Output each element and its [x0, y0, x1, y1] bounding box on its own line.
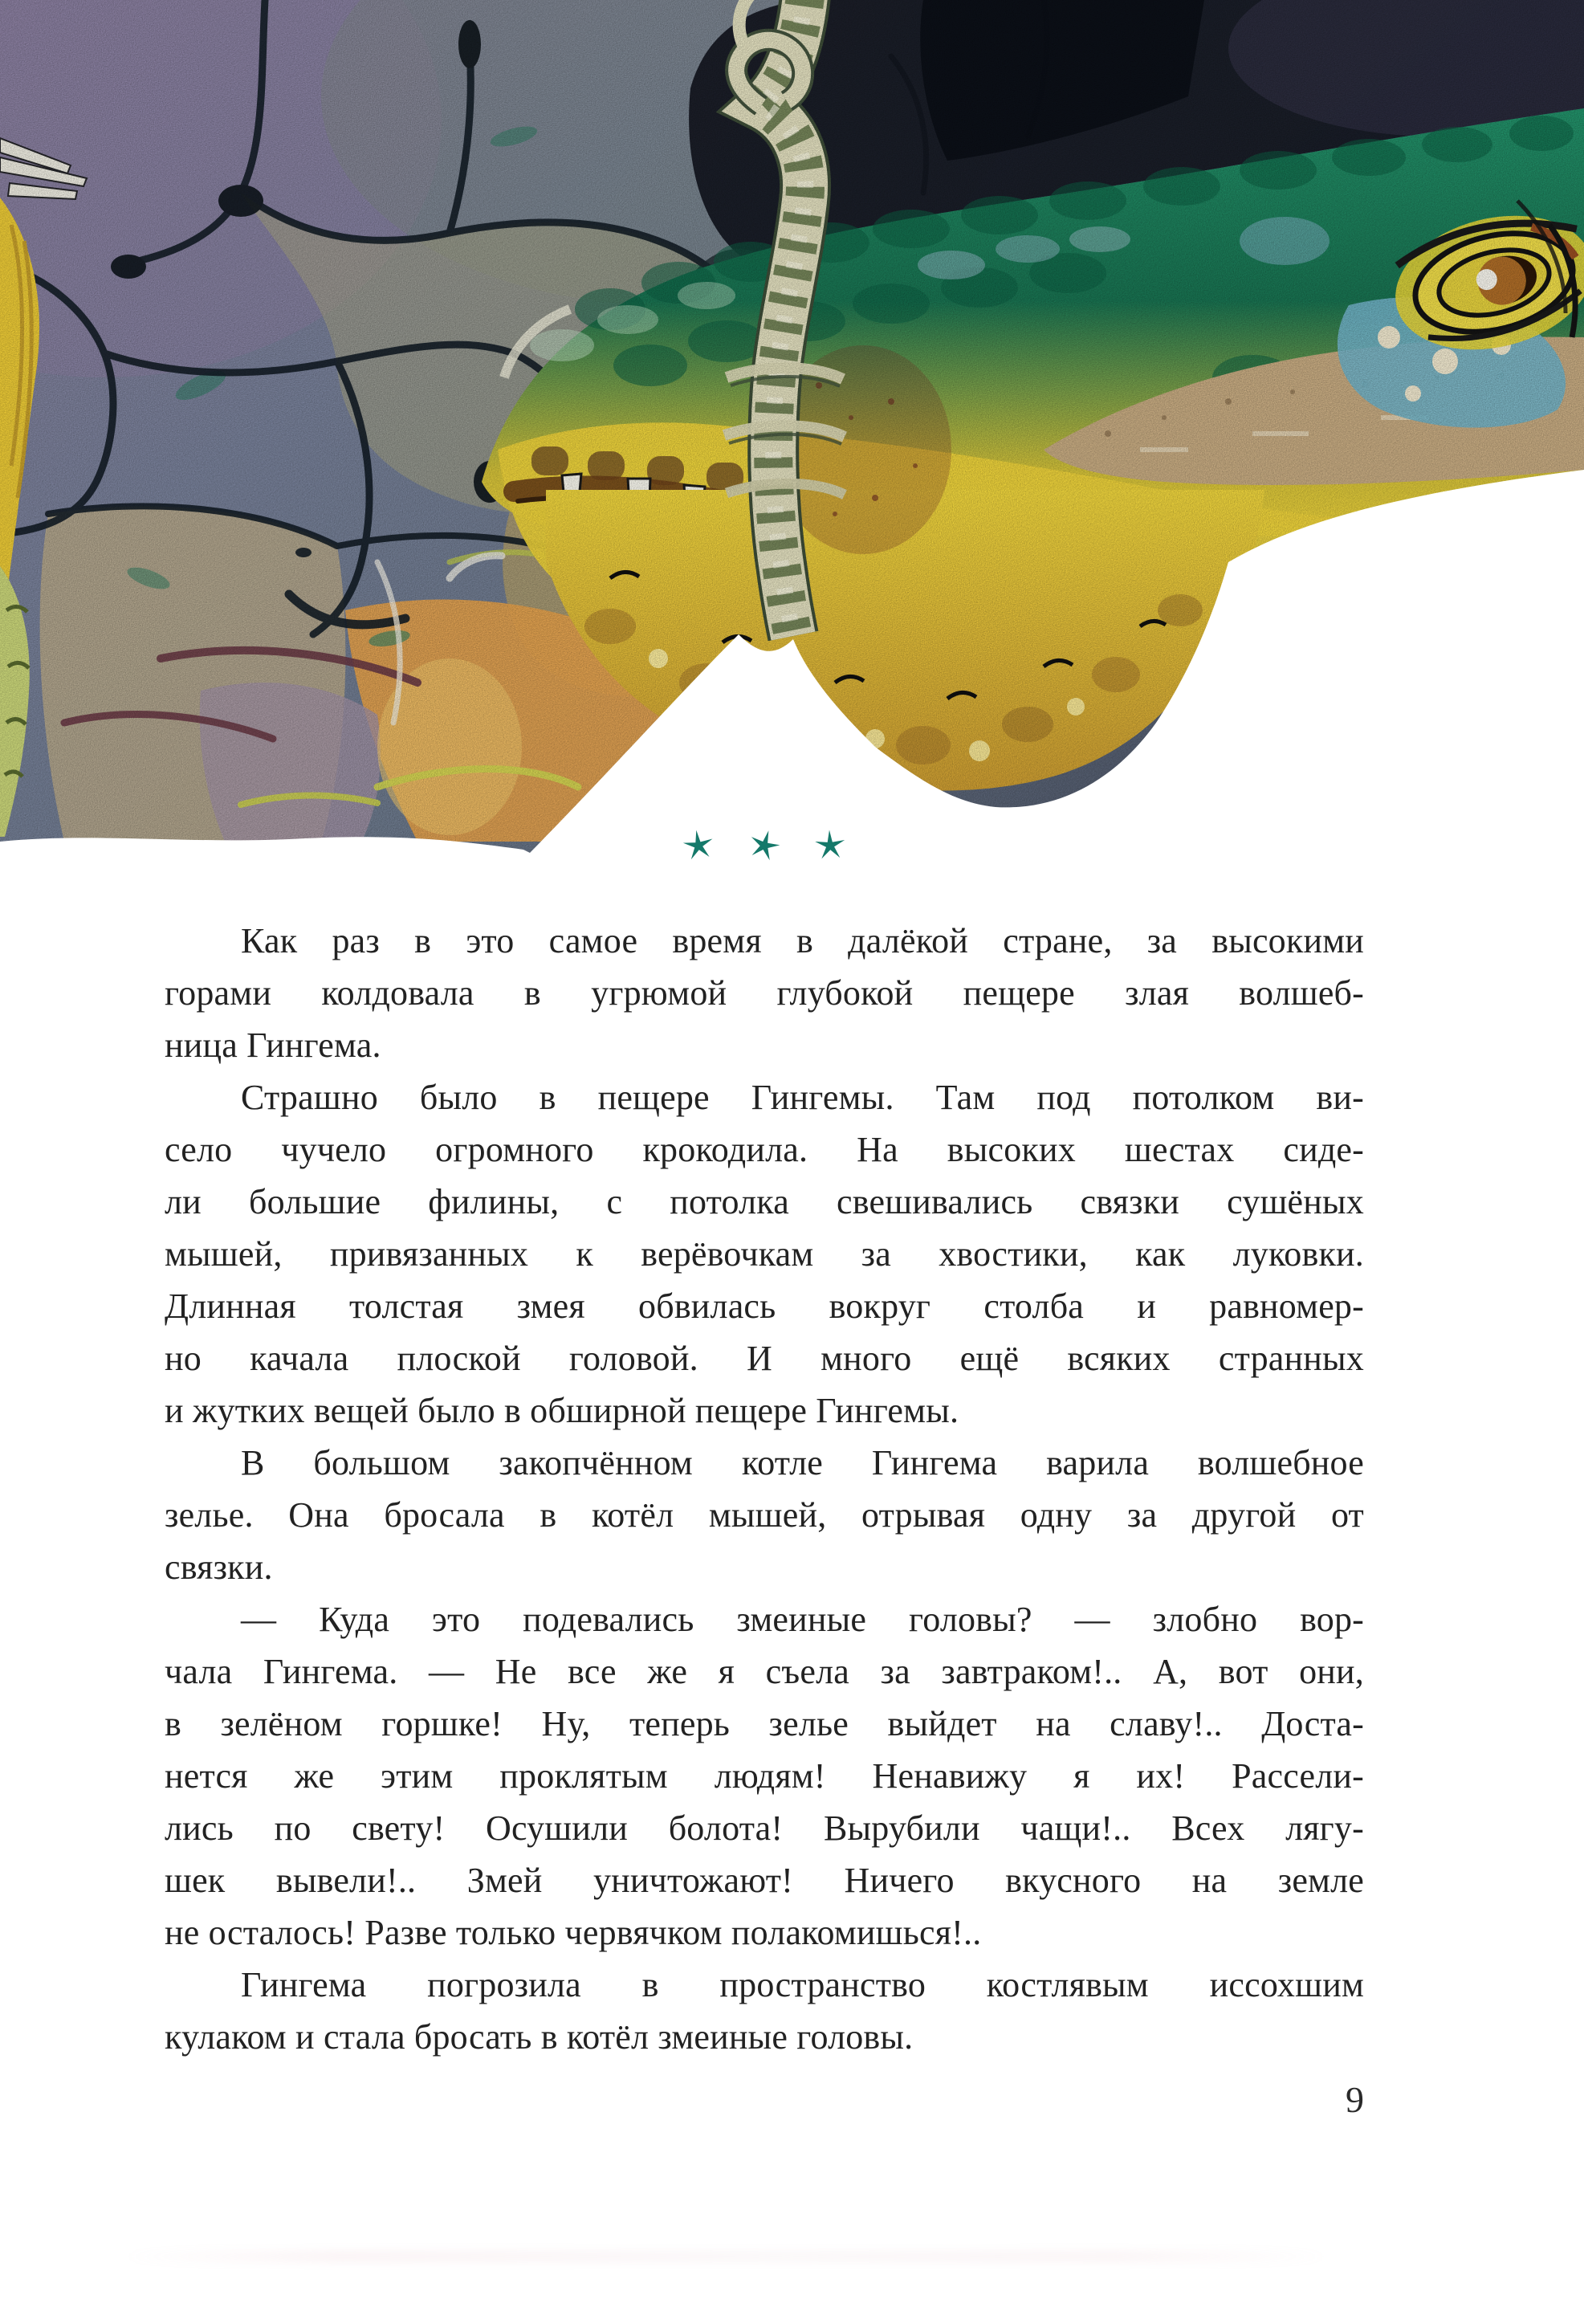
text-line: нется же этим проклятым людям! Ненавижу я их! Рассели- [165, 1756, 1364, 1796]
text-line: связки. [165, 1547, 273, 1587]
text-line: в зелёном горшке! Ну, теперь зелье выйдет на славу!.. Доста- [165, 1704, 1364, 1743]
page-number: 9 [1346, 2079, 1364, 2120]
story-text [165, 915, 1364, 2063]
text-line: Как раз в это самое время в далёкой стране, за высокими [241, 921, 1364, 960]
star-icon [747, 829, 781, 862]
page-bottom-smudge [120, 2250, 1333, 2263]
text-line: В большом закопчённом котле Гингема варила волшебное [241, 1443, 1364, 1482]
text-line: лись по свету! Осушили болота! Вырубили чащи!.. Всех лягу- [165, 1808, 1364, 1848]
text-line: село чучело огромного крокодила. На высоких шестах сиде- [165, 1130, 1364, 1169]
text-line: мышей, привязанных к верёвочкам за хвостики, как луковки. [165, 1234, 1364, 1274]
star-icon [682, 829, 715, 862]
text-line: Гингема погрозила в пространство костлявым иссохшим [241, 1965, 1364, 2004]
text-line: и жутких вещей было в обширной пещере Гингемы. [165, 1391, 959, 1430]
text-line: но качала плоской головой. И много ещё всяких странных [165, 1339, 1364, 1378]
text-line: Страшно было в пещере Гингемы. Там под потолком ви- [241, 1078, 1364, 1117]
text-line: кулаком и стала бросать в котёл змеиные головы. [165, 2017, 914, 2057]
text-line: горами колдовала в угрюмой глубокой пещере злая волшеб- [165, 973, 1364, 1013]
star-icon [813, 829, 847, 862]
cave-crocodile-illustration [0, 0, 1584, 853]
text-line: ли большие филины, с потолка свешивались связки сушёных [165, 1182, 1364, 1221]
text-line: чала Гингема. — Не все же я съела за завтраком!.. А, вот они, [165, 1652, 1364, 1691]
text-line: — Куда это подевались змеиные головы? — злобно вор- [241, 1600, 1364, 1639]
text-line: шек вывели!.. Змей уничтожают! Ничего вкусного на земле [165, 1861, 1364, 1900]
text-line: Длинная толстая змея обвилась вокруг столба и равномер- [165, 1286, 1364, 1326]
text-line: зелье. Она бросала в котёл мышей, отрывая одну за другой от [165, 1495, 1364, 1535]
section-separator-stars [165, 827, 1364, 864]
text-line: не осталось! Разве только червячком полакомишься!.. [165, 1913, 982, 1952]
text-line: ница Гингема. [165, 1025, 381, 1065]
